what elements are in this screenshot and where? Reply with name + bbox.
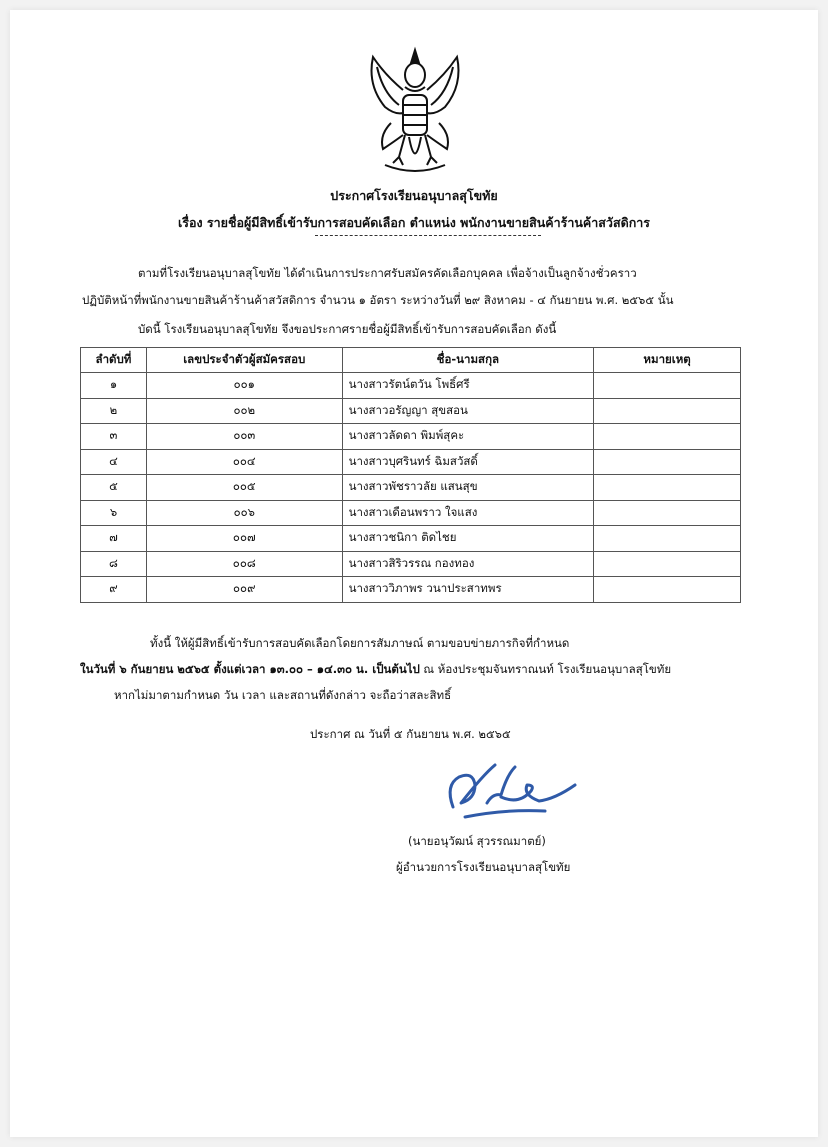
order-cell: ๗ (81, 526, 147, 552)
remarks-cell (594, 551, 741, 577)
signer-position: ผู้อำนวยการโรงเรียนอนุบาลสุโขทัย (396, 860, 571, 874)
interview-date-time: ในวันที่ ๖ กันยายน ๒๕๖๕ ตั้งแต่เวลา ๑๓.๐๐ – ๑๔.๓๐ น. เป็นต้นไป (80, 662, 420, 676)
remarks-cell (594, 424, 741, 450)
applicant-id-cell: ๐๐๙ (146, 577, 342, 603)
applicant-id-cell: ๐๐๗ (146, 526, 342, 552)
full-name-cell: นางสาวสิริวรรณ กองทอง (342, 551, 594, 577)
order-cell: ๖ (81, 500, 147, 526)
table-row (81, 424, 741, 450)
intro-paragraph-line-2: ปฏิบัติหน้าที่พนักงานขายสินค้าร้านค้าสวัสดิการ จำนวน ๑ อัตรา ระหว่างวันที่ ๒๙ สิงหาคม - ๔ กันยายน พ.ศ. ๒๕๖๕ นั้น (82, 293, 674, 307)
applicant-id-cell: ๐๐๖ (146, 500, 342, 526)
full-name-cell: นางสาวชนิกา ติดไชย (342, 526, 594, 552)
full-name-cell: นางสาวอรัญญา สุขสอน (342, 398, 594, 424)
column-header-order: ลำดับที่ (81, 348, 147, 373)
applicant-id-cell: ๐๐๒ (146, 398, 342, 424)
title-divider (315, 235, 541, 236)
column-header-remarks: หมายเหตุ (594, 348, 741, 373)
interview-venue: ณ ห้องประชุมจันทราณนท์ โรงเรียนอนุบาลสุโขทัย (419, 662, 672, 676)
announcement-subject: เรื่อง รายชื่อผู้มีสิทธิ์เข้ารับการสอบคัดเลือก ตำแหน่ง พนักงานขายสินค้าร้านค้าสวัสดิการ (177, 215, 650, 230)
announcement-date: ประกาศ ณ วันที่ ๕ กันยายน พ.ศ. ๒๕๖๕ (310, 727, 511, 741)
column-header-applicant-id: เลขประจำตัวผู้สมัครสอบ (146, 348, 342, 373)
table-row (81, 373, 741, 399)
full-name-cell: นางสาวบุศรินทร์ ฉิมสวัสดิ์ (342, 449, 594, 475)
table-row (81, 526, 741, 552)
closing-line-2 (80, 661, 671, 679)
signature-image (435, 745, 600, 835)
order-cell: ๒ (81, 398, 147, 424)
order-cell: ๑ (81, 373, 147, 399)
table-row (81, 449, 741, 475)
order-cell: ๓ (81, 424, 147, 450)
full-name-cell: นางสาวรัตน์ตวัน โพธิ์ศรี (342, 373, 594, 399)
full-name-cell: นางสาวเดือนพราว ใจแสง (342, 500, 594, 526)
full-name-cell: นางสาวพัชราวลัย แสนสุข (342, 475, 594, 501)
intro-paragraph-line-3: บัดนี้ โรงเรียนอนุบาลสุโขทัย จึงขอประกาศรายชื่อผู้มีสิทธิ์เข้ารับการสอบคัดเลือก ดังนี้ (138, 322, 557, 336)
closing-line-3: หากไม่มาตามกำหนด วัน เวลา และสถานที่ดังกล่าว จะถือว่าสละสิทธิ์ (114, 688, 452, 702)
table-row (81, 500, 741, 526)
announcement-title: ประกาศโรงเรียนอนุบาลสุโขทัย (330, 188, 498, 203)
intro-paragraph-line-1: ตามที่โรงเรียนอนุบาลสุโขทัย ได้ดำเนินการประกาศรับสมัครคัดเลือกบุคคล เพื่อจ้างเป็นลูกจ้างชั่วคราว (138, 266, 637, 280)
full-name-cell: นางสาวลัดดา พิมพ์สุคะ (342, 424, 594, 450)
order-cell: ๙ (81, 577, 147, 603)
document-page (10, 10, 818, 1137)
remarks-cell (594, 373, 741, 399)
candidate-table (80, 347, 741, 603)
full-name-cell: นางสาววิภาพร วนาประสาทพร (342, 577, 594, 603)
column-header-full-name: ชื่อ-นามสกุล (342, 348, 594, 373)
remarks-cell (594, 449, 741, 475)
table-row (81, 551, 741, 577)
table-header-row (81, 348, 741, 373)
signer-name: (นายอนุวัฒน์ สุวรรณมาตย์) (408, 834, 546, 848)
applicant-id-cell: ๐๐๓ (146, 424, 342, 450)
remarks-cell (594, 500, 741, 526)
closing-line-1: ทั้งนี้ ให้ผู้มีสิทธิ์เข้ารับการสอบคัดเลือกโดยการสัมภาษณ์ ตามขอบข่ายภารกิจที่กำหนด (150, 636, 570, 650)
order-cell: ๔ (81, 449, 147, 475)
order-cell: ๘ (81, 551, 147, 577)
garuda-emblem-icon (355, 45, 475, 180)
remarks-cell (594, 577, 741, 603)
remarks-cell (594, 475, 741, 501)
applicant-id-cell: ๐๐๔ (146, 449, 342, 475)
applicant-id-cell: ๐๐๕ (146, 475, 342, 501)
applicant-id-cell: ๐๐๘ (146, 551, 342, 577)
remarks-cell (594, 398, 741, 424)
table-row (81, 475, 741, 501)
table-row (81, 577, 741, 603)
remarks-cell (594, 526, 741, 552)
table-row (81, 398, 741, 424)
applicant-id-cell: ๐๐๑ (146, 373, 342, 399)
order-cell: ๕ (81, 475, 147, 501)
